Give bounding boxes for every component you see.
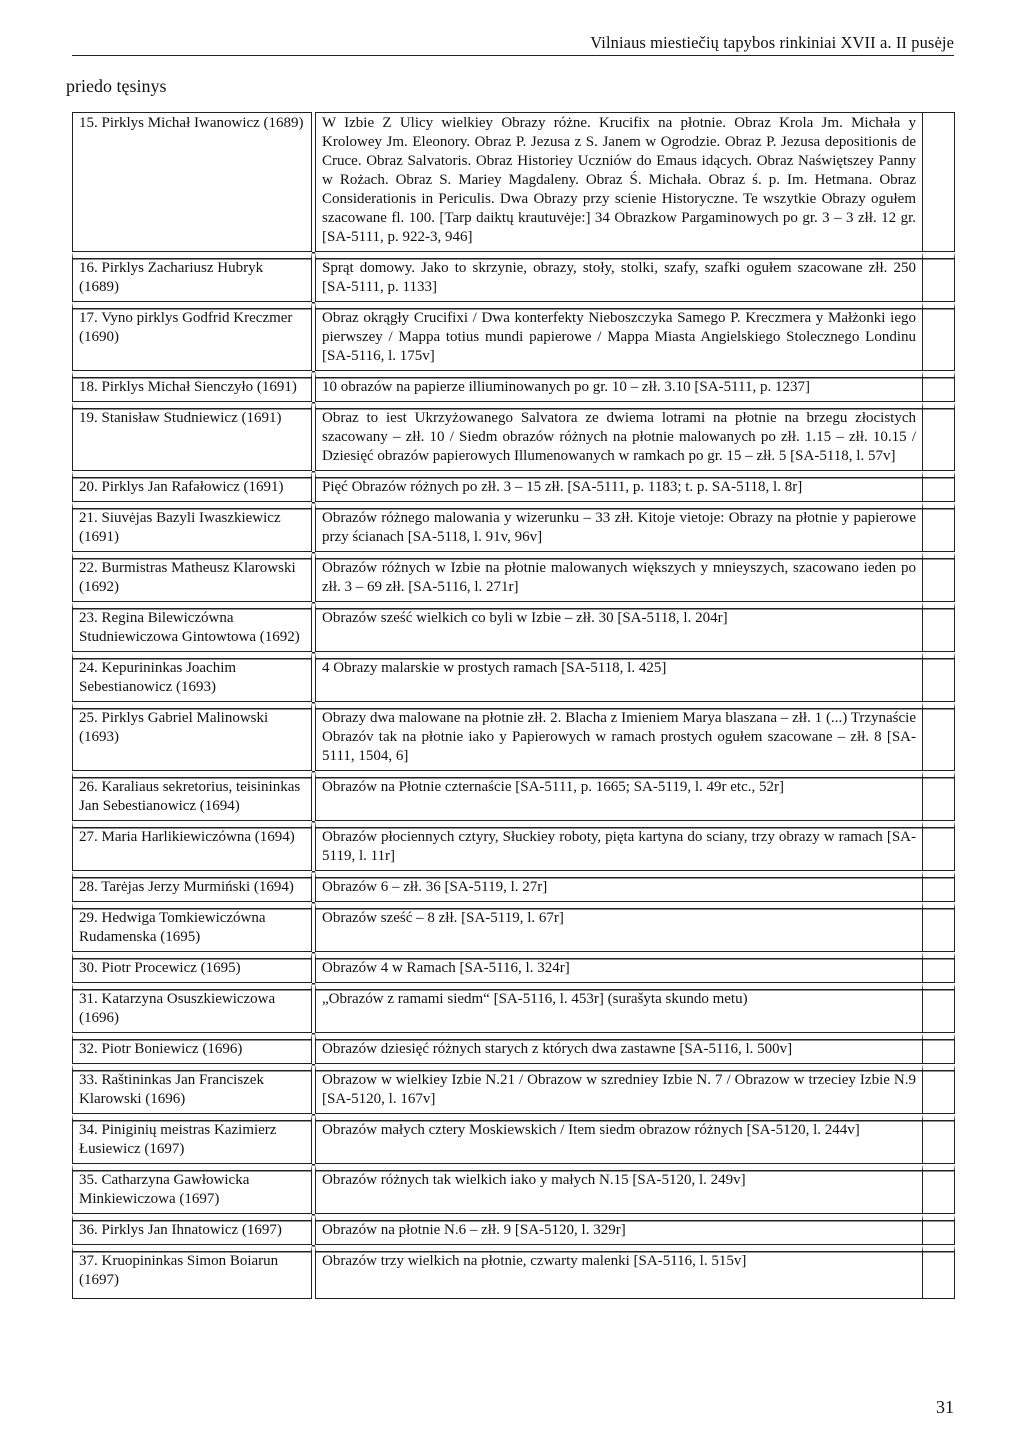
table-row xyxy=(72,1064,955,1114)
description-cell: W Izbie Z Ulicy wielkiey Obrazy różne. Krucifix na płotnie. Obraz Krola Jm. Michała y Krolowey Jm. Eleonory. Obraz P. Jezusa z S. Janem w Ogrodzie. Obraz P. Jezusa depositionis de Cruce. Obraz Salvatoris. Obraz Historiey Uczniów do Emaus idących. Obraz Naświętszey Panny w Rożach. Obraz S. Mariey Magdaleny. Obraz Ś. Michała. Obraz ś. p. Im. Hetmana. Obraz Considerationis in Periculis. Dwa Obrazy przy scienie Historyczne. Te wszytkie Obrazy ogułem szacowane fl. 100. [Tarp daiktų krautuvėje:] 34 Obrazkow Pargaminowych po gr. 3 – 3 złł. 12 gr. [SA-5111, p. 922-3, 946] xyxy=(315,112,923,252)
description-cell: Obrazów małych cztery Moskiewskich / Item siedm obrazow różnych [SA-5120, l. 244v] xyxy=(315,1114,923,1164)
owner-cell: 36. Pirklys Jan Ihnatowicz (1697) xyxy=(72,1214,312,1245)
owner-cell: 21. Siuvėjas Bazyli Iwaszkiewicz (1691) xyxy=(72,502,312,552)
table-row xyxy=(72,821,955,871)
description-cell: Obrazów sześć wielkich co byli w Izbie – złł. 30 [SA-5118, l. 204r] xyxy=(315,602,923,652)
owner-cell: 28. Tarėjas Jerzy Murmiński (1694) xyxy=(72,871,312,902)
inventory-table-body xyxy=(72,112,955,1299)
owner-cell: 31. Katarzyna Osuszkiewiczowa (1696) xyxy=(72,983,312,1033)
description-cell: Obrazów na płotnie N.6 – złł. 9 [SA-5120, l. 329r] xyxy=(315,1214,923,1245)
table-row xyxy=(72,702,955,771)
description-cell: Obraz okrągły Crucifixi / Dwa konterfekty Nieboszczyka Samego P. Kreczmera y Małżonki iego pierwszey / Mappa totius mundi papierowe / Mappa Miasta Angielskiego Stolecznego Londinu [SA-5116, l. 175v] xyxy=(315,302,923,371)
owner-cell: 16. Pirklys Zachariusz Hubryk (1689) xyxy=(72,252,312,302)
table-row xyxy=(72,871,955,902)
table-row xyxy=(72,1245,955,1299)
empty-cell xyxy=(923,1214,955,1245)
owner-cell: 35. Catharzyna Gawłowicka Minkiewiczowa (1697) xyxy=(72,1164,312,1214)
empty-cell xyxy=(923,702,955,771)
empty-cell xyxy=(923,821,955,871)
empty-cell xyxy=(923,502,955,552)
owner-cell: 27. Maria Harlikiewiczówna (1694) xyxy=(72,821,312,871)
owner-cell: 15. Pirklys Michał Iwanowicz (1689) xyxy=(72,112,312,252)
table-row xyxy=(72,1033,955,1064)
owner-cell: 24. Kepurininkas Joachim Sebestianowicz (1693) xyxy=(72,652,312,702)
owner-cell: 17. Vyno pirklys Godfrid Kreczmer (1690) xyxy=(72,302,312,371)
empty-cell xyxy=(923,471,955,502)
table-row xyxy=(72,371,955,402)
continuation-label: priedo tęsinys xyxy=(66,76,167,96)
table-row xyxy=(72,402,955,471)
description-cell: Obrazów na Płotnie czternaście [SA-5111, p. 1665; SA-5119, l. 49r etc., 52r] xyxy=(315,771,923,821)
empty-cell xyxy=(923,112,955,252)
owner-cell: 26. Karaliaus sekretorius, teisininkas Jan Sebestianowicz (1694) xyxy=(72,771,312,821)
table-row xyxy=(72,252,955,302)
table-row xyxy=(72,1114,955,1164)
empty-cell xyxy=(923,1064,955,1114)
description-cell: 10 obrazów na papierze illiuminowanych po gr. 10 – złł. 3.10 [SA-5111, p. 1237] xyxy=(315,371,923,402)
page-number: 31 xyxy=(936,1397,954,1417)
description-cell: Obrazy dwa malowane na płotnie złł. 2. Blacha z Imieniem Marya blaszana – złł. 1 (...) Trzynaście Obrazóv tak na płotnie iako y Papierowych w ramach prostych ogułem szacowane – złł. 8 [SA-5111, 1504, 6] xyxy=(315,702,923,771)
description-cell: Obrazów różnych w Izbie na płotnie malowanych większych y mnieyszych, szacowano ieden po złł. 3 – 69 złł. [SA-5116, l. 271r] xyxy=(315,552,923,602)
empty-cell xyxy=(923,552,955,602)
running-title: Vilniaus miestiečių tapybos rinkiniai XVII a. II pusėje xyxy=(590,33,954,52)
empty-cell xyxy=(923,902,955,952)
empty-cell xyxy=(923,952,955,983)
table-row xyxy=(72,771,955,821)
description-cell: Obraz to iest Ukrzyżowanego Salvatora ze dwiema lotrami na płotnie na brzegu złocistych szacowany – złł. 10 / Siedm obrazów różnych na płotnie malowanych po złł. 1.15 – złł. 10.15 / Dziesięć obrazów papierowych Illumenowanych w ramkach po gr. 15 – złł. 5 [SA-5118, l. 57v] xyxy=(315,402,923,471)
empty-cell xyxy=(923,302,955,371)
description-cell: Obrazów trzy wielkich na płotnie, czwarty malenki [SA-5116, l. 515v] xyxy=(315,1245,923,1299)
empty-cell xyxy=(923,402,955,471)
description-cell: Obrazów 6 – złł. 36 [SA-5119, l. 27r] xyxy=(315,871,923,902)
empty-cell xyxy=(923,252,955,302)
table-row xyxy=(72,112,955,252)
table-row xyxy=(72,502,955,552)
empty-cell xyxy=(923,771,955,821)
description-cell: „Obrazów z ramami siedm“ [SA-5116, l. 453r] (surašyta skundo metu) xyxy=(315,983,923,1033)
table-row xyxy=(72,1164,955,1214)
table-row xyxy=(72,471,955,502)
table-row xyxy=(72,1214,955,1245)
owner-cell: 30. Piotr Procewicz (1695) xyxy=(72,952,312,983)
empty-cell xyxy=(923,871,955,902)
empty-cell xyxy=(923,1033,955,1064)
table-row xyxy=(72,552,955,602)
owner-cell: 25. Pirklys Gabriel Malinowski (1693) xyxy=(72,702,312,771)
owner-cell: 18. Pirklys Michał Sienczyło (1691) xyxy=(72,371,312,402)
table-row xyxy=(72,902,955,952)
owner-cell: 34. Piniginių meistras Kazimierz Łusiewicz (1697) xyxy=(72,1114,312,1164)
owner-cell: 22. Burmistras Matheusz Klarowski (1692) xyxy=(72,552,312,602)
empty-cell xyxy=(923,1164,955,1214)
owner-cell: 19. Stanisław Studniewicz (1691) xyxy=(72,402,312,471)
description-cell: 4 Obrazy malarskie w prostych ramach [SA-5118, l. 425] xyxy=(315,652,923,702)
header-rule xyxy=(72,55,954,56)
owner-cell: 33. Raštininkas Jan Franciszek Klarowski (1696) xyxy=(72,1064,312,1114)
description-cell: Pięć Obrazów różnych po złł. 3 – 15 złł. [SA-5111, p. 1183; t. p. SA-5118, l. 8r] xyxy=(315,471,923,502)
owner-cell: 20. Pirklys Jan Rafałowicz (1691) xyxy=(72,471,312,502)
description-cell: Obrazów różnych tak wielkich iako y małych N.15 [SA-5120, l. 249v] xyxy=(315,1164,923,1214)
empty-cell xyxy=(923,371,955,402)
description-cell: Obrazów 4 w Ramach [SA-5116, l. 324r] xyxy=(315,952,923,983)
owner-cell: 32. Piotr Boniewicz (1696) xyxy=(72,1033,312,1064)
empty-cell xyxy=(923,983,955,1033)
description-cell: Obrazów sześć – 8 złł. [SA-5119, l. 67r] xyxy=(315,902,923,952)
description-cell: Obrazów dziesięć różnych starych z których dwa zastawne [SA-5116, l. 500v] xyxy=(315,1033,923,1064)
description-cell: Obrazów różnego malowania y wizerunku – 33 złł. Kitoje vietoje: Obrazy na płotnie y papierowe przy ścianach [SA-5118, l. 91v, 96v] xyxy=(315,502,923,552)
table-row xyxy=(72,302,955,371)
table-row xyxy=(72,952,955,983)
empty-cell xyxy=(923,1114,955,1164)
description-cell: Obrazow w wielkiey Izbie N.21 / Obrazow w szredniey Izbie N. 7 / Obrazow w trzeciey Izbie N.9 [SA-5120, l. 167v] xyxy=(315,1064,923,1114)
table-row xyxy=(72,983,955,1033)
owner-cell: 37. Kruopininkas Simon Boiarun (1697) xyxy=(72,1245,312,1299)
description-cell: Sprąt domowy. Jako to skrzynie, obrazy, stoły, stolki, szafy, szafki ogułem szacowane złł. 250 [SA-5111, p. 1133] xyxy=(315,252,923,302)
owner-cell: 23. Regina Bilewiczówna Studniewiczowa Gintowtowa (1692) xyxy=(72,602,312,652)
table-row xyxy=(72,602,955,652)
empty-cell xyxy=(923,652,955,702)
owner-cell: 29. Hedwiga Tomkiewiczówna Rudamenska (1695) xyxy=(72,902,312,952)
empty-cell xyxy=(923,1245,955,1299)
inventory-table xyxy=(72,112,955,1299)
table-row xyxy=(72,652,955,702)
empty-cell xyxy=(923,602,955,652)
description-cell: Obrazów płociennych cztyry, Słuckiey roboty, pięta kartyna do sciany, trzy obrazy w ramach [SA-5119, l. 11r] xyxy=(315,821,923,871)
